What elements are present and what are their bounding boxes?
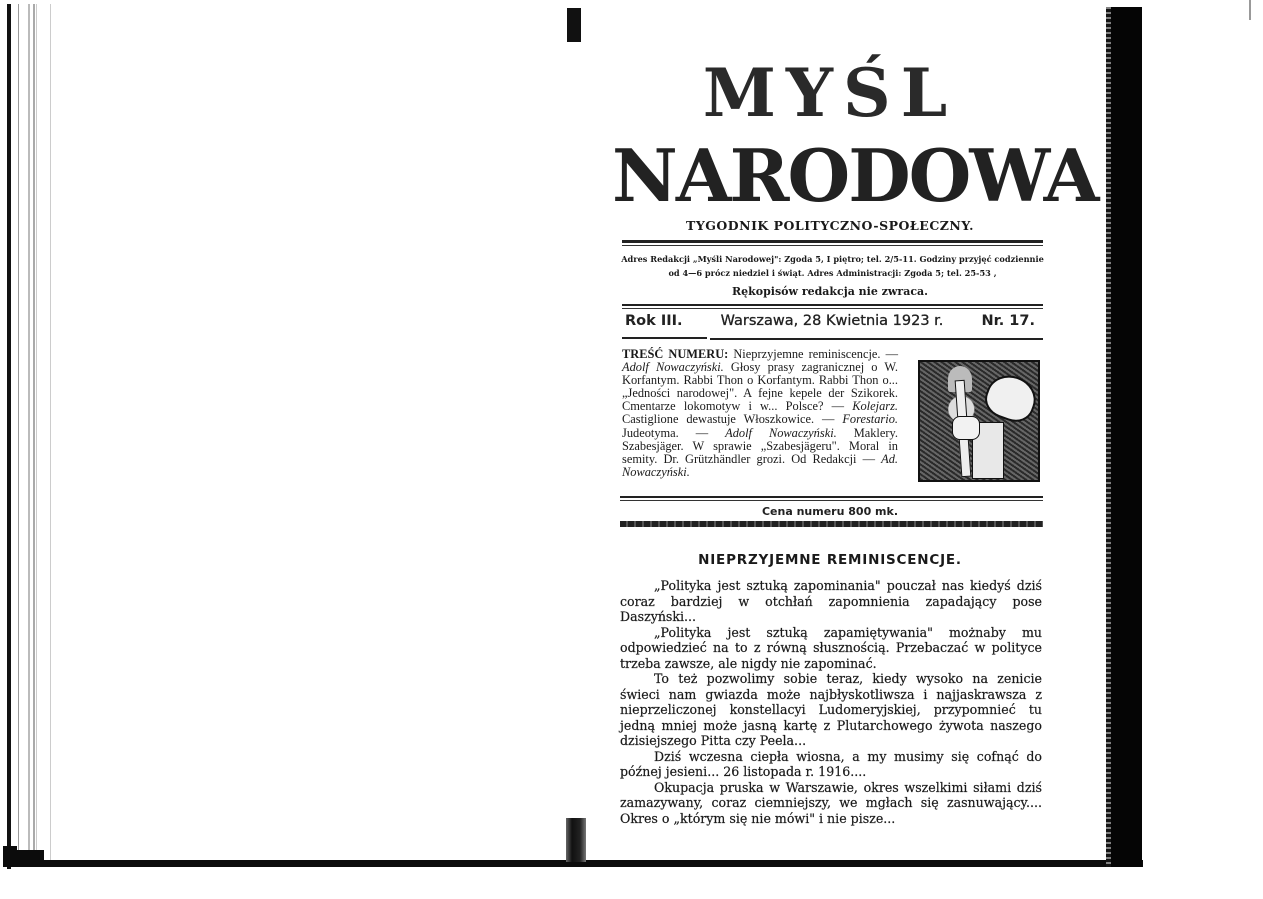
issue-line: [625, 313, 1035, 329]
article-paragraph: To też pozwolimy sobie teraz, kiedy wysoko na zenicie świeci nam gwiazda może najbłyskotliwsza i najjaskrawsza z nieprzeliczonej konstellacyi Ludomeryjskiej, przypomnieć tu jedną mniej może jasną kartę z Plutarchowego żywota naszego dzisiejszego Pitta czy Peela...: [620, 671, 1042, 748]
contents-author: Adolf Nowaczyński.: [725, 425, 837, 440]
divider: [622, 308, 1043, 309]
article-paragraph: Okupacja pruska w Warszawie, okres wszelkimi siłami dziś zamazywany, coraz ciemniejszy, we mgłach się zasnuwający.... Okres o „którym się nie mówi" i nie pisze...: [620, 779, 1042, 826]
article-paragraph: „Polityka jest sztuką zapamiętywania" możnaby mu odpowiedzieć na to z równą słusznością. Przebaczać w polityce trzeba zawsze, ale nigdy nie zapominać.: [620, 624, 1042, 671]
contents-author: Adolf Nowaczyński.: [622, 360, 724, 375]
left-page-edge: [7, 4, 11, 869]
masthead-title-line1: MYŚL: [702, 54, 958, 132]
right-page-edge: [1106, 7, 1142, 867]
manuscripts-note: Rękopisów redakcja nie zwraca.: [732, 285, 928, 298]
article-paragraph: „Polityka jest sztuką zapominania" pouczał nas kiedyś dziś coraz bardziej w otchłań zapomnienia zapadający pose Daszyński...: [620, 578, 1042, 624]
divider: [620, 496, 1043, 498]
contents-entry: Castiglione dewastuje Włoszkowice. —: [622, 412, 843, 427]
helmet-shape: [980, 369, 1042, 427]
article-body: [620, 578, 1042, 826]
price-divider: [620, 521, 1043, 527]
scan-streak: [28, 4, 30, 864]
page-edge-shadow: [14, 850, 44, 860]
divider: [620, 500, 1043, 501]
scan-streak: [33, 4, 35, 864]
issue-year: Rok III.: [625, 313, 683, 329]
scan-streak: [36, 4, 37, 864]
article-title: NIEPRZYJEMNE REMINISCENCJE.: [698, 552, 962, 568]
masthead-title-line2: NARODOWA: [612, 133, 1098, 218]
contents-entry: Głosy prasy zagranicznej o W. Korfantym. Rabbi Thon o Korfantym. Rabbi Thon o... „Jedności narodowej". A fejne kepele der Szikorek. Cmentarze lokomotyw i w... Polsce? —: [622, 360, 898, 414]
divider: [622, 304, 1043, 306]
book-gutter-top: [567, 8, 581, 42]
contents-entry: Judeotyma. —: [622, 425, 726, 440]
contents-label: TREŚĆ NUMERU:: [622, 347, 729, 361]
table-of-contents: [622, 348, 898, 479]
divider: [622, 337, 707, 339]
issue-price: Cena numeru 800 mk.: [761, 505, 899, 518]
contents-author: Ad. Nowaczyński.: [622, 451, 898, 479]
contents-author: Forestario.: [842, 412, 898, 427]
article-paragraph: Dziś wczesna ciepła wiosna, a my musimy się cofnąć do późnej jesieni... 26 listopada r. 1916....: [620, 748, 1042, 779]
masthead-subtitle: TYGODNIK POLITYCZNO-SPOŁECZNY.: [686, 218, 974, 233]
divider: [622, 240, 1043, 243]
contents-entry: Nieprzyjemne reminiscencje. —: [728, 347, 898, 361]
editorial-address: Adres Redakcji „Myśli Narodowej": Zgoda 5, I piętro; tel. 2/5-11. Godziny przyjęć codziennie od 4—6 prócz niedziel i świąt. Adres Administracji: Zgoda 5; tel. 25-53 ,: [621, 254, 1044, 278]
scan-streak: [18, 4, 19, 864]
divider: [622, 245, 1043, 246]
hand-shape: [952, 416, 980, 440]
book-gutter-bottom: [566, 818, 586, 862]
torch-bearer-woodcut-icon: [918, 360, 1040, 482]
scan-streak: [50, 4, 51, 864]
contents-author: Kolejarz.: [852, 399, 898, 414]
divider: [710, 338, 1043, 340]
issue-place-date: Warszawa, 28 Kwietnia 1923 r.: [720, 313, 944, 329]
issue-number: Nr. 17.: [981, 313, 1035, 329]
contents-entry: Maklery. Szabesjäger. W sprawie „Szabesjägeru". Moral in semity. Dr. Grützhändler grozi. Od Redakcji —: [622, 425, 898, 466]
scrollbar-thumb[interactable]: [1249, 0, 1251, 20]
